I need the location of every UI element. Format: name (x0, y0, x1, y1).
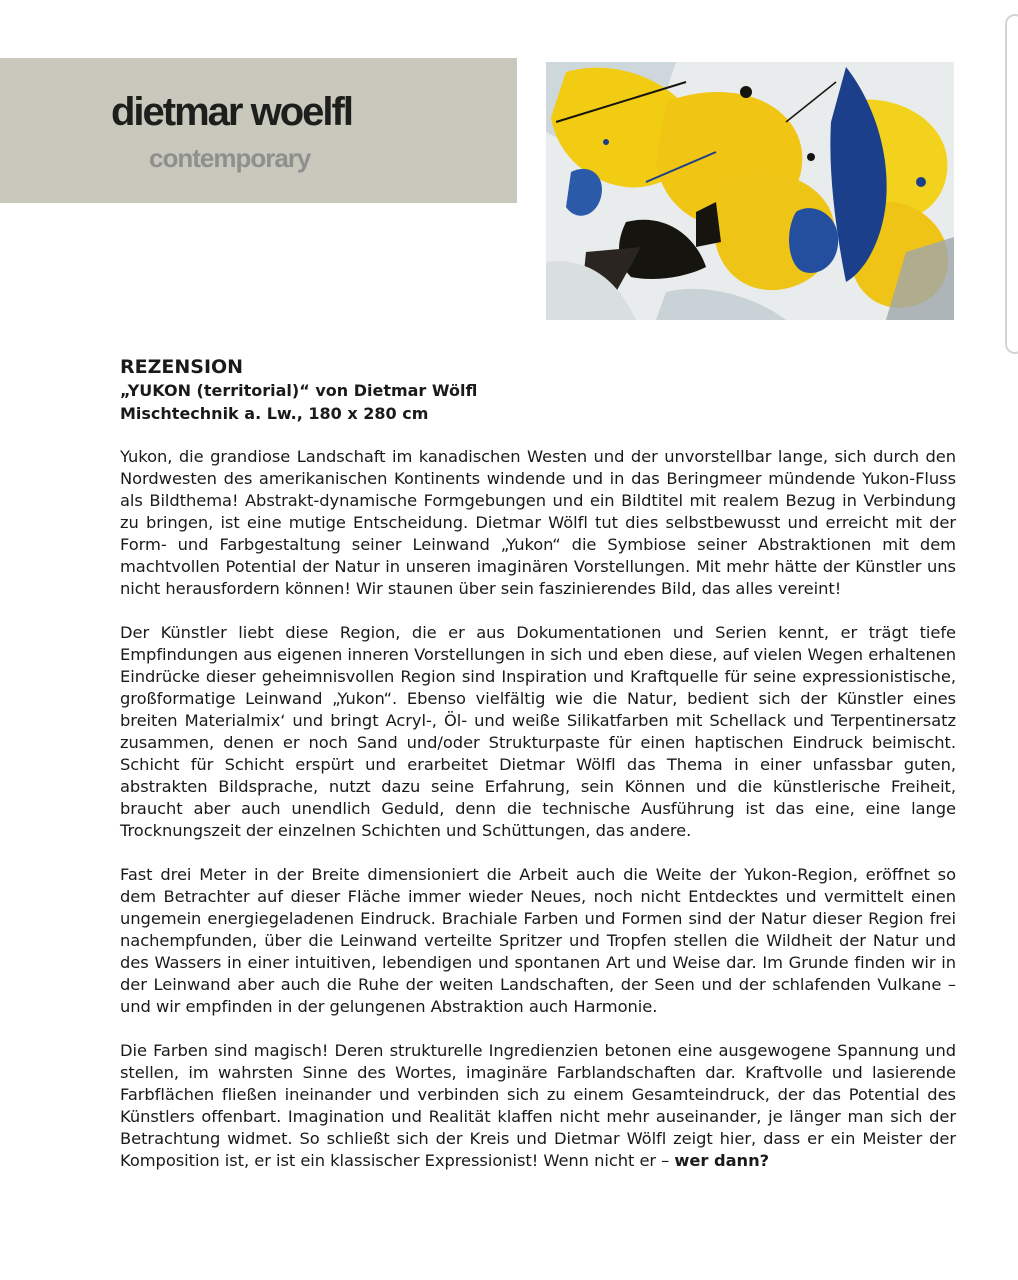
review-kicker: REZENSION (120, 356, 244, 378)
review-article (120, 446, 956, 1194)
review-heading (120, 356, 956, 425)
closing-emphasis: wer dann? (674, 1151, 770, 1170)
review-title: „YUKON (territorial)“ von Dietmar Wölfl (120, 381, 478, 400)
article-paragraph: Fast drei Meter in der Breite dimensioniert die Arbeit auch die Weite der Yukon-Region, eröffnet so dem Betrachter auf dieser Fläche immer wieder Neues, noch nicht Entdecktes und vermittelt einen ungemein energiegeladenen Eindruck. Brachiale Farben und Formen sind der Natur dieser Region frei nachempfunden, über die Leinwand verteilte Spritzer und Tropfen stellen die Wildheit der Natur und des Wassers in einer intuitiven, lebendigen und spontanen Art und Weise dar. Im Grunde finden wir in der Leinwand aber auch die Ruhe der weiten Landschaften, der Seen und der schlafenden Vulkane – und wir empfinden in der gelungenen Abstraktion auch Harmonie. (120, 865, 956, 1016)
logo-name: dietmar woelfl (111, 90, 352, 134)
closing-text: Die Farben sind magisch! Deren strukturelle Ingredienzien betonen eine ausgewogene Spannung und stellen, im wahrsten Sinne des Wortes, imaginäre Farblandschaften dar. Kraftvolle und lasierende Farbflächen fließen ineinander und verbinden sich zu einem Gesamteindruck, der das Potential des Künstlers offenbart. Imagination und Realität klaffen nicht mehr auseinander, je länger man sich der Betrachtung widmet. So schließt sich der Kreis und Dietmar Wölfl zeigt hier, dass er ein Meister der Komposition ist, er ist ein klassischer Expressionist! Wenn nicht er – (120, 1041, 956, 1170)
review-technique: Mischtechnik a. Lw., 180 x 280 cm (120, 404, 429, 423)
article-paragraph: Yukon, die grandiose Landschaft im kanadischen Westen und der unvorstellbar lange, sich durch den Nordwesten des amerikanischen Kontinents windende und in das Beringmeer mündende Yukon-Fluss als Bildthema! Abstrakt-dynamische Formgebungen und ein Bildtitel mit realem Bezug in Verbindung zu bringen, ist eine mutige Entscheidung. Dietmar Wölfl tut dies selbstbewusst und erreicht mit der Form- und Farbgestaltung seiner Leinwand „Yukon“ die Symbiose seiner Abstraktionen mit dem machtvollen Potential der Natur in unseren imaginären Vorstellungen. Mit mehr hätte der Künstler uns nicht herausfordern können! Wir staunen über sein faszinierendes Bild, das alles vereint! (120, 447, 956, 598)
article-paragraph: Der Künstler liebt diese Region, die er aus Dokumentationen und Serien kennt, er trägt tiefe Empfindungen aus eigenen inneren Vorstellungen in sich und eben diese, auf vielen Wegen erhaltenen Eindrücke dieser geheimnisvollen Region sind Inspiration und Kraftquelle für seine expressionistische, großformatige Leinwand „Yukon“. Ebenso vielfältig wie die Natur, bedient sich der Künstler eines breiten Materialmix‘ und bringt Acryl-, Öl- und weiße Silikatfarben mit Schellack und Terpentinersatz zusammen, denen er noch Sand und/oder Strukturpaste für einen haptischen Eindruck beimischt. Schicht für Schicht erspürt und erarbeitet Dietmar Wölfl das Thema in einer unfassbar guten, abstrakten Bildsprache, nutzt dazu seine Erfahrung, sein Können und die künstlerische Freiheit, braucht aber auch unendlich Geduld, denn die technische Ausführung ist das eine, eine lange Trocknungszeit der einzelnen Schichten und Schüttungen, das andere. (120, 623, 956, 840)
artwork-image (546, 62, 954, 320)
abstract-painting-graphic (546, 62, 954, 320)
logo-subtitle: contemporary (149, 143, 311, 173)
article-closing-paragraph (120, 1040, 956, 1172)
scrollbar[interactable] (1005, 14, 1018, 354)
